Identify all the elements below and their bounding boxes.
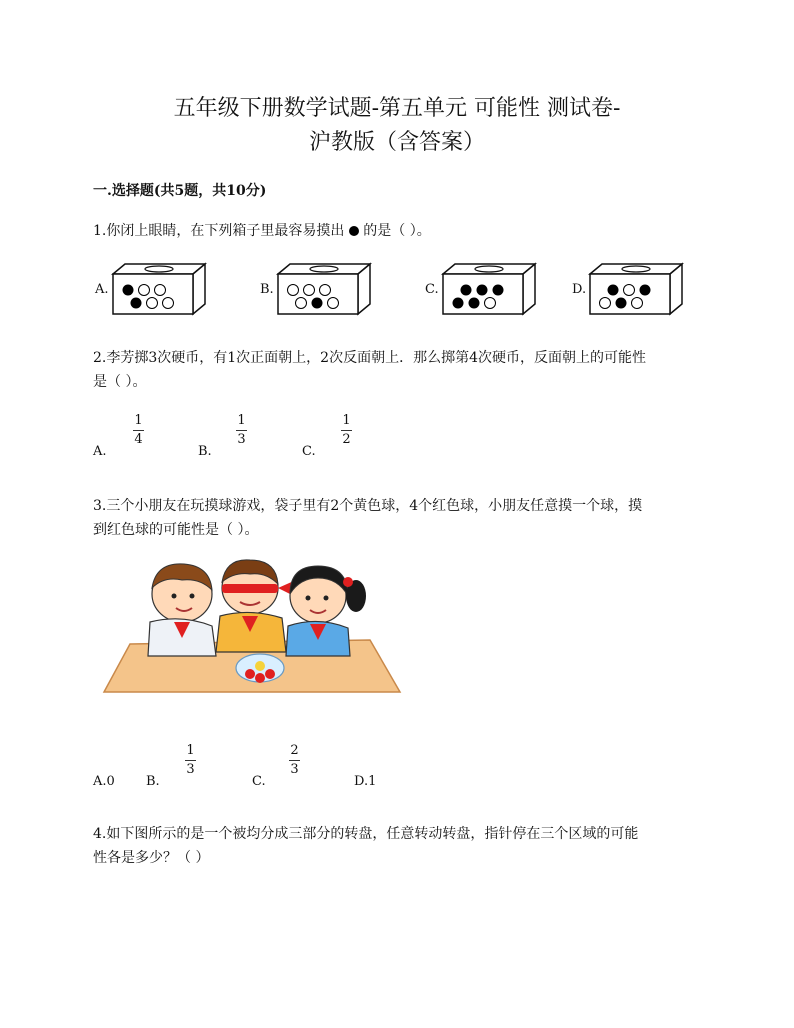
q2-option-b-fraction xyxy=(236,414,247,447)
question-4-line1: 4.如下图所示的是一个被均分成三部分的转盘，任意转动转盘，指针停在三个区域的可能 xyxy=(93,826,639,842)
fraction-denominator: 3 xyxy=(237,432,246,447)
question-1-text-after: 的是（ ）。 xyxy=(363,223,431,239)
fraction-numerator: 1 xyxy=(134,413,143,428)
page-title-line1: 五年级下册数学试题-第五单元 可能性 测试卷- xyxy=(173,96,621,121)
box-d-icon xyxy=(588,262,684,318)
fraction-bar xyxy=(289,760,300,761)
q3-option-b-fraction xyxy=(185,744,196,777)
fraction-denominator: 3 xyxy=(186,762,195,777)
q2-option-b-label: B. xyxy=(198,444,212,459)
fraction-denominator: 3 xyxy=(290,762,299,777)
q1-option-c-label: C. xyxy=(425,282,439,297)
question-4-line2: 性各是多少？（ ） xyxy=(93,850,210,866)
q3-option-c-label[interactable]: C. xyxy=(252,774,266,789)
q1-option-d-label: D. xyxy=(572,282,587,297)
box-b-icon xyxy=(276,262,372,318)
question-1 xyxy=(93,219,431,243)
q2-option-a-label: A. xyxy=(93,444,107,459)
q2-option-a-fraction xyxy=(133,414,144,447)
question-3-line2: 到红色球的可能性是（ ）。 xyxy=(93,522,259,538)
fraction-numerator: 1 xyxy=(237,413,246,428)
children-playing-illustration xyxy=(100,556,402,696)
fraction-numerator: 2 xyxy=(290,743,299,758)
q3-option-b-label[interactable]: B. xyxy=(146,774,160,789)
section-heading: 一.选择题(共5题，共10分) xyxy=(93,183,267,199)
q3-option-a[interactable]: A.0 xyxy=(93,774,115,789)
fraction-bar xyxy=(341,430,352,431)
black-ball-icon xyxy=(349,226,359,236)
question-1-text-before: 1.你闭上眼睛，在下列箱子里最容易摸出 xyxy=(93,223,345,239)
question-2-line2: 是（ ）。 xyxy=(93,374,147,390)
q3-option-d[interactable]: D.1 xyxy=(354,774,377,789)
question-2-line1: 2.李芳掷3次硬币，有1次正面朝上，2次反面朝上．那么掷第4次硬币，反面朝上的可能性 xyxy=(93,350,646,366)
box-c-icon xyxy=(441,262,537,318)
q1-option-a-label: A. xyxy=(95,282,109,297)
question-3-line1: 3.三个小朋友在玩摸球游戏，袋子里有2个黄色球，4个红色球，小朋友任意摸一个球，摸 xyxy=(93,498,643,514)
page-title-line2: 沪教版（含答案） xyxy=(308,130,485,155)
fraction-bar xyxy=(133,430,144,431)
fraction-denominator: 2 xyxy=(342,432,351,447)
fraction-denominator: 4 xyxy=(134,432,143,447)
fraction-bar xyxy=(236,430,247,431)
q2-option-c-label: C. xyxy=(302,444,316,459)
fraction-numerator: 1 xyxy=(342,413,351,428)
q3-option-c-fraction xyxy=(289,744,300,777)
box-a-icon xyxy=(111,262,207,318)
fraction-numerator: 1 xyxy=(186,743,195,758)
q1-option-b-label: B. xyxy=(260,282,274,297)
fraction-bar xyxy=(185,760,196,761)
q2-option-c-fraction xyxy=(341,414,352,447)
